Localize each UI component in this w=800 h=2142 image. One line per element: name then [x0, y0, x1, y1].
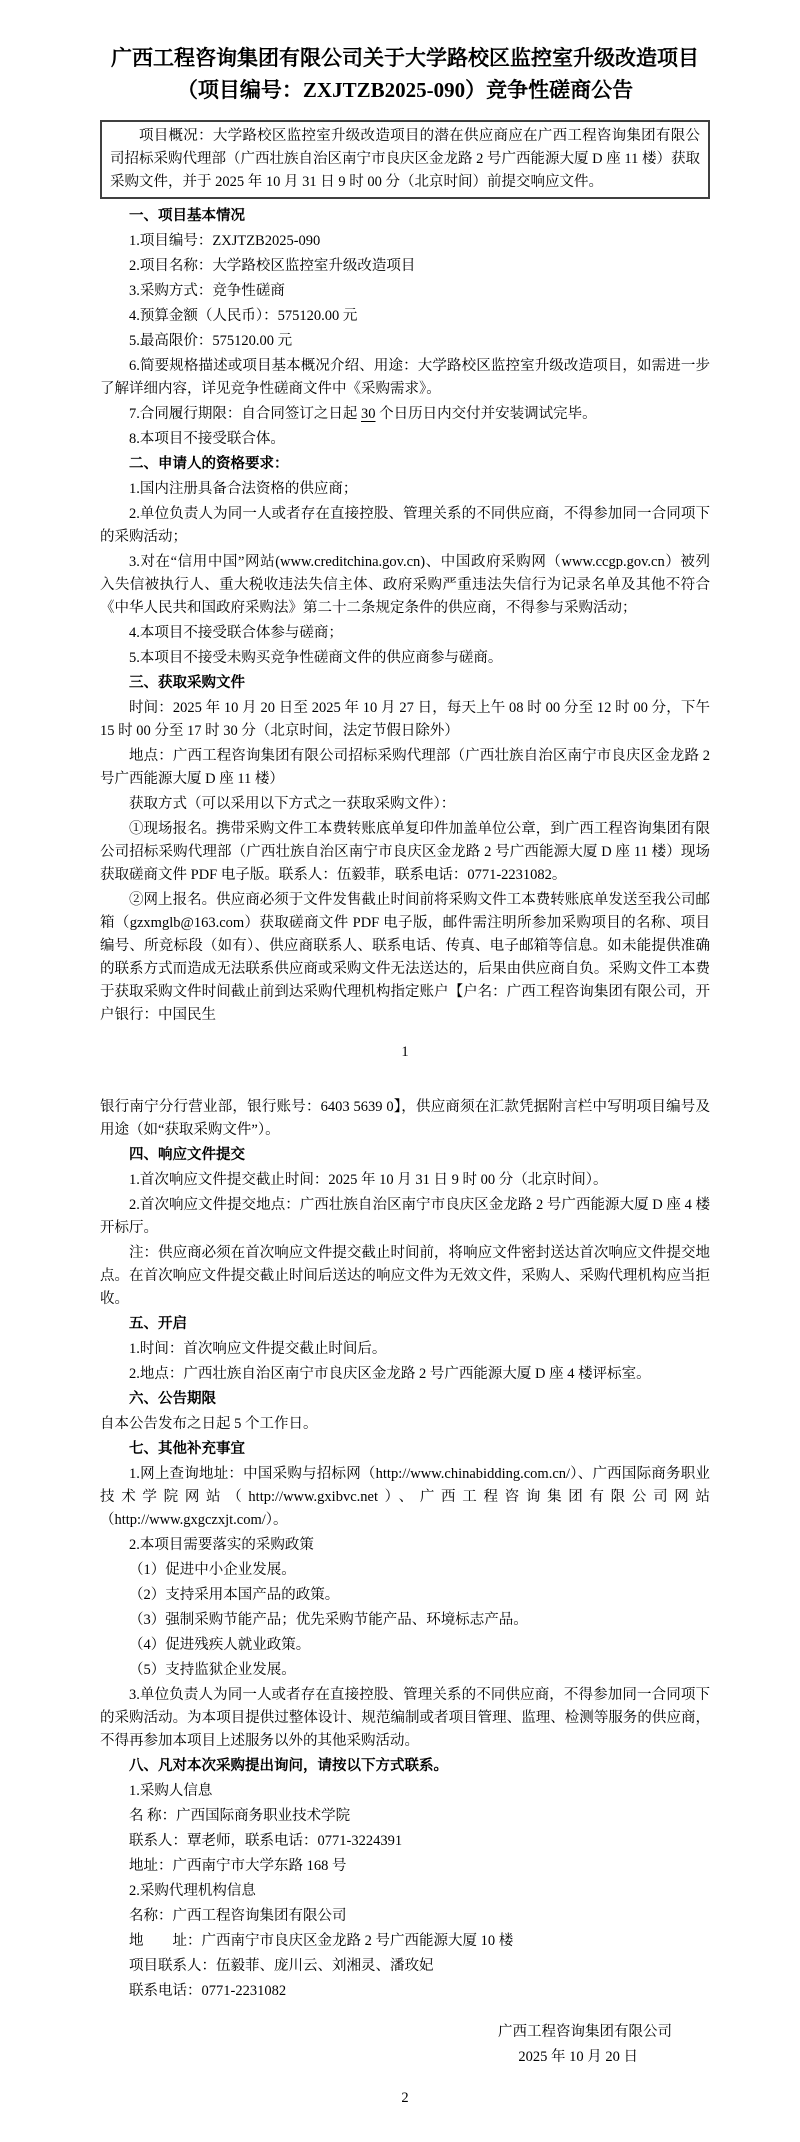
paragraph: 注：供应商必须在首次响应文件提交截止时间前，将响应文件密封送达首次响应文件提交地点。在首次响应文件提交截止时间后送达的响应文件为无效文件，采购人、采购代理机构应当拒收。 — [100, 1245, 710, 1307]
paragraph: 自本公告发布之日起 5 个工作日。 — [100, 1416, 318, 1432]
paragraph: 3.对在“信用中国”网站(www.creditchina.gov.cn)、中国政府采购网（www.ccgp.gov.cn）被列入失信被执行人、重大税收违法失信主体、政府采购严重违法失信行为记录名单及其他不符合《中华人民共和国政府采购法》第二十二条规定条件的供应商，不得参与采购活动； — [100, 554, 710, 616]
paragraph: （4）促进残疾人就业政策。 — [129, 1637, 311, 1653]
paragraph: 1.项目编号：ZXJTZB2025-090 — [129, 233, 321, 249]
signature-date: 2025 年 10 月 20 日 — [518, 2049, 638, 2065]
paragraph: 1.采购人信息 — [129, 1783, 213, 1799]
section-heading-7: 七、其他补充事宜 — [129, 1441, 245, 1457]
paragraph: 4.本项目不接受联合体参与磋商； — [129, 625, 343, 641]
project-overview-box: 项目概况：大学路校区监控室升级改造项目的潜在供应商应在广西工程咨询集团有限公司招标采购代理部（广西壮族自治区南宁市良庆区金龙路 2 号广西能源大厦 D 座 11 楼）获取采购文件，并于 2025 年 10 月 31 日 9 时 00 分（北京时间）前提交响应文件。 — [100, 120, 710, 199]
paragraph: 1.网上查询地址：中国采购与招标网（http://www.chinabidding.com.cn/）、广西国际商务职业技术学院网站（http://www.gxibvc.net）、广西工程咨询集团有限公司网站（http://www.gxgczxjt.com/）。 — [100, 1466, 710, 1528]
section-heading-2: 二、申请人的资格要求： — [129, 456, 289, 472]
paragraph: 6.简要规格描述或项目基本概况介绍、用途：大学路校区监控室升级改造项目，如需进一步了解详细内容，详见竞争性磋商文件中《采购需求》。 — [100, 358, 710, 397]
paragraph: 名称：广西工程咨询集团有限公司 — [129, 1908, 347, 1924]
paragraph: （2）支持采用本国产品的政策。 — [129, 1587, 340, 1603]
signature-company: 广西工程咨询集团有限公司 — [498, 2024, 672, 2040]
paragraph: ②网上报名。供应商必须于文件发售截止时间前将采购文件工本费转账底单发送至我公司邮箱（gzxmglb@163.com）获取磋商文件 PDF 电子版，邮件需注明所参加采购项目的名称、项目编号、所竞标段（如有）、供应商联系人、联系电话、传真、电子邮箱等信息。如未能提供准确的联系方式而造成无法联系供应商或采购文件无法送达的，后果由供应商自负。采购文件工本费于获取采购文件时间截止前到达采购代理机构指定账户【户名：广西工程咨询集团有限公司，开户银行：中国民生 — [100, 892, 710, 1023]
section-heading-5: 五、开启 — [129, 1316, 187, 1332]
paragraph: 3.采购方式：竞争性磋商 — [129, 283, 285, 299]
paragraph: 地点：广西工程咨询集团有限公司招标采购代理部（广西壮族自治区南宁市良庆区金龙路 2 号广西能源大厦 D 座 11 楼） — [100, 748, 710, 787]
section-heading-4: 四、响应文件提交 — [129, 1147, 245, 1163]
paragraph: 3.单位负责人为同一人或者存在直接控股、管理关系的不同供应商，不得参加同一合同项下的采购活动。为本项目提供过整体设计、规范编制或者项目管理、监理、检测等服务的供应商，不得再参加本项目上述服务以外的其他采购活动。 — [100, 1687, 710, 1749]
section-heading-1: 一、项目基本情况 — [129, 208, 245, 224]
paragraph: 5.本项目不接受未购买竞争性磋商文件的供应商参与磋商。 — [129, 650, 503, 666]
paragraph: 联系人：覃老师，联系电话：0771-3224391 — [129, 1833, 403, 1849]
paragraph: 地址：广西南宁市大学东路 168 号 — [129, 1858, 347, 1874]
paragraph: 2.地点：广西壮族自治区南宁市良庆区金龙路 2 号广西能源大厦 D 座 4 楼评标室。 — [129, 1366, 651, 1382]
section-heading-3: 三、获取采购文件 — [129, 675, 245, 691]
paragraph: 联系电话：0771-2231082 — [129, 1983, 287, 1999]
paragraph: 4.预算金额（人民币）：575120.00 元 — [129, 308, 358, 324]
paragraph: 5.最高限价：575120.00 元 — [129, 333, 293, 349]
document-title-line2: （项目编号：ZXJTZB2025-090）竞争性磋商公告 — [176, 78, 634, 102]
paragraph: 1.时间：首次响应文件提交截止时间后。 — [129, 1341, 387, 1357]
paragraph: （3）强制采购节能产品；优先采购节能产品、环境标志产品。 — [129, 1612, 528, 1628]
page-number-2: 2 — [401, 2090, 409, 2106]
paragraph: 地 址：广西南宁市良庆区金龙路 2 号广西能源大厦 10 楼 — [129, 1933, 514, 1949]
paragraph: 1.国内注册具备合法资格的供应商； — [129, 481, 358, 497]
page-number-1: 1 — [401, 1044, 409, 1060]
paragraph: ①现场报名。携带采购文件工本费转账底单复印件加盖单位公章，到广西工程咨询集团有限公司招标采购代理部（广西壮族自治区南宁市良庆区金龙路 2 号广西能源大厦 D 座 11 楼）现场获取磋商文件 PDF 电子版。联系人：伍毅菲，联系电话：0771-2231082。 — [100, 821, 710, 883]
paragraph: 7.合同履行期限：自合同签订之日起 30 个日历日内交付并安装调试完毕。 — [129, 406, 597, 422]
paragraph: 银行南宁分行营业部，银行账号：6403 5639 0】，供应商须在汇款凭据附言栏中写明项目编号及用途（如“获取采购文件”）。 — [100, 1099, 710, 1138]
paragraph: 获取方式（可以采用以下方式之一获取采购文件）： — [129, 796, 456, 812]
section-heading-8: 八、凡对本次采购提出询问，请按以下方式联系。 — [129, 1758, 448, 1774]
paragraph: 8.本项目不接受联合体。 — [129, 431, 285, 447]
paragraph: （1）促进中小企业发展。 — [129, 1562, 296, 1578]
paragraph: 2.首次响应文件提交地点：广西壮族自治区南宁市良庆区金龙路 2 号广西能源大厦 D 座 4 楼开标厅。 — [100, 1197, 710, 1236]
document-title-line1: 广西工程咨询集团有限公司关于大学路校区监控室升级改造项目 — [111, 46, 699, 70]
paragraph: 2.单位负责人为同一人或者存在直接控股、管理关系的不同供应商，不得参加同一合同项下的采购活动； — [100, 506, 710, 545]
underlined-text: 30 — [361, 406, 376, 422]
paragraph: 名 称：广西国际商务职业技术学院 — [129, 1808, 351, 1824]
section-heading-6: 六、公告期限 — [129, 1391, 216, 1407]
paragraph: 时间：2025 年 10 月 20 日至 2025 年 10 月 27 日，每天上午 08 时 00 分至 12 时 00 分，下午 15 时 00 分至 17 时 30 分（北京时间，法定节假日除外） — [100, 700, 710, 739]
paragraph: 2.本项目需要落实的采购政策 — [129, 1537, 314, 1553]
paragraph: 项目联系人：伍毅菲、庞川云、刘湘灵、潘玫妃 — [129, 1958, 434, 1974]
paragraph: 2.采购代理机构信息 — [129, 1883, 256, 1899]
document-body — [100, 42, 710, 2110]
paragraph: （5）支持监狱企业发展。 — [129, 1662, 296, 1678]
paragraph: 1.首次响应文件提交截止时间：2025 年 10 月 31 日 9 时 00 分（北京时间）。 — [129, 1172, 608, 1188]
paragraph: 2.项目名称：大学路校区监控室升级改造项目 — [129, 258, 416, 274]
